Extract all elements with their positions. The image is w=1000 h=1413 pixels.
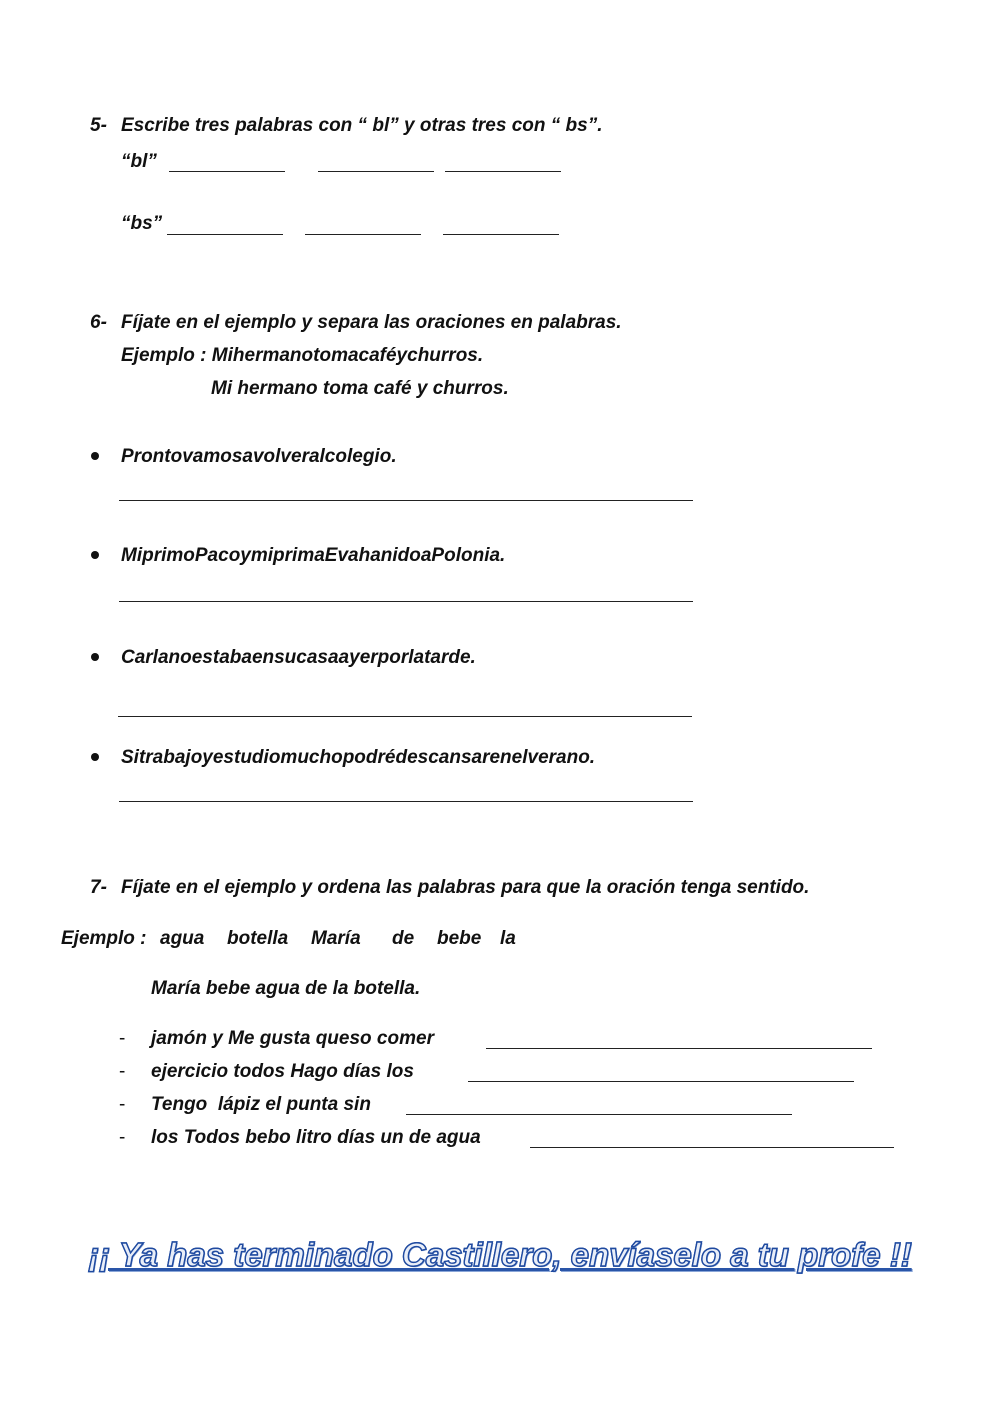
closing-message: ¡¡ Ya has terminado Castillero, envíaselo a tu profe !! (88, 1236, 912, 1273)
ex6-answer-line-4[interactable] (119, 801, 693, 802)
bullet-icon (91, 753, 99, 761)
ex6-item-1: Prontovamosavolveralcolegio. (121, 446, 397, 467)
ex7-example-answer: María bebe agua de la botella. (151, 978, 421, 999)
bl-answer-blank-3[interactable] (445, 171, 561, 172)
dash-marker: - (119, 1127, 126, 1148)
ex7-item-1: jamón y Me gusta queso comer (151, 1028, 434, 1049)
bl-answer-blank-2[interactable] (318, 171, 434, 172)
ex7-example-word: María (311, 928, 361, 949)
ex7-example-word: la (500, 928, 516, 949)
bl-answer-blank-1[interactable] (169, 171, 285, 172)
ex5-number: 5- (90, 115, 107, 136)
ex7-answer-line-2[interactable] (468, 1081, 854, 1082)
ex6-item-4: Sitrabajoyestudiomuchopodrédescansarenelverano. (121, 747, 596, 768)
bullet-icon (91, 452, 99, 460)
bs-answer-blank-3[interactable] (443, 234, 559, 235)
ex7-example-word: bebe (437, 928, 482, 949)
bullet-icon (91, 653, 99, 661)
dash-marker: - (119, 1061, 126, 1082)
ex7-answer-line-1[interactable] (486, 1048, 872, 1049)
ex7-item-3: Tengo lápiz el punta sin (151, 1094, 371, 1115)
bs-answer-blank-2[interactable] (305, 234, 421, 235)
ex5-label-bs: “bs” (121, 213, 163, 234)
ex6-item-2: MiprimoPacoymiprimaEvahanidoaPolonia. (121, 545, 506, 566)
dash-marker: - (119, 1094, 126, 1115)
ex6-example: Ejemplo : Mihermanotomacaféychurros. (121, 345, 484, 366)
ex7-item-4: los Todos bebo litro días un de agua (151, 1127, 481, 1148)
ex6-answer-line-1[interactable] (119, 500, 693, 501)
bs-answer-blank-1[interactable] (167, 234, 283, 235)
ex6-instruction: Fíjate en el ejemplo y separa las oraciones en palabras. (121, 312, 622, 333)
ex5-instruction: Escribe tres palabras con “ bl” y otras tres con “ bs”. (121, 115, 603, 136)
ex7-example-word: botella (227, 928, 289, 949)
ex5-label-bl: “bl” (121, 151, 157, 172)
ex7-item-2: ejercicio todos Hago días los (151, 1061, 414, 1082)
ex7-number: 7- (90, 877, 107, 898)
ex7-example-label: Ejemplo : (61, 928, 147, 949)
ex7-example-word: agua (160, 928, 205, 949)
ex6-example-answer: Mi hermano toma café y churros. (211, 378, 509, 399)
ex6-number: 6- (90, 312, 107, 333)
ex7-example-word: de (392, 928, 415, 949)
ex6-item-3: Carlanoestabaensucasaayerporlatarde. (121, 647, 476, 668)
ex7-answer-line-3[interactable] (406, 1114, 792, 1115)
ex6-answer-line-2[interactable] (119, 601, 693, 602)
bullet-icon (91, 551, 99, 559)
dash-marker: - (119, 1028, 126, 1049)
ex7-answer-line-4[interactable] (530, 1147, 894, 1148)
ex7-instruction: Fíjate en el ejemplo y ordena las palabras para que la oración tenga sentido. (121, 877, 810, 898)
ex6-answer-line-3[interactable] (118, 716, 692, 717)
